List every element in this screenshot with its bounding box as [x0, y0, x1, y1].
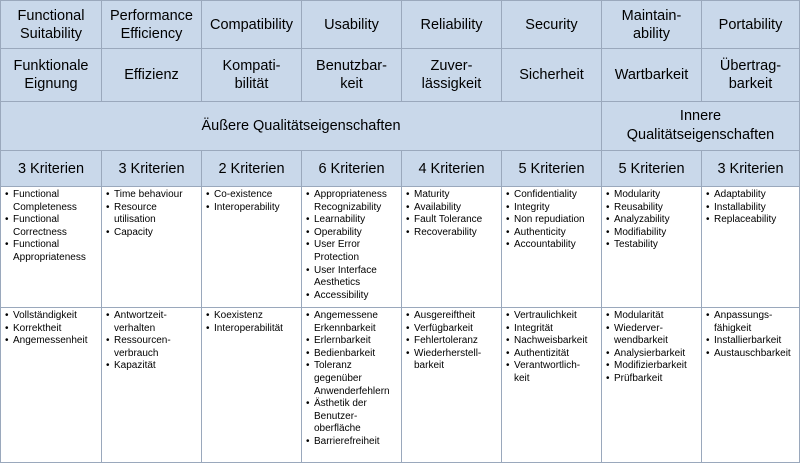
- german-wartbarkeit: Wartbarkeit: [601, 48, 702, 102]
- criterion-item: • Learnability: [306, 214, 399, 227]
- criterion-item: • Modularity: [606, 189, 699, 202]
- criterion-item: • Antwortzeit- verhalten: [106, 310, 199, 335]
- criteria-count: 3 Kriterien: [101, 150, 202, 187]
- criterion-item: • User Error Protection: [306, 239, 399, 264]
- english-criteria-list: [501, 186, 602, 308]
- german-sicherheit: Sicherheit: [501, 48, 602, 102]
- english-criteria-list: [201, 186, 302, 308]
- criterion-item: • Austauschbarkeit: [706, 348, 797, 361]
- criterion-item: • Co-existence: [206, 189, 299, 202]
- criterion-item: • Vollständigkeit: [5, 310, 99, 323]
- criterion-item: • Verfügbarkeit: [406, 323, 499, 336]
- criterion-item: • Reusability: [606, 202, 699, 215]
- criterion-item: • Koexistenz: [206, 310, 299, 323]
- english-criteria-list: [601, 186, 702, 308]
- criterion-item: • Interoperability: [206, 202, 299, 215]
- criterion-item: • Functional Appropriateness: [5, 239, 99, 264]
- criteria-count: 3 Kriterien: [701, 150, 800, 187]
- header-security: Security: [501, 0, 602, 49]
- criterion-item: • Ressourcen- verbrauch: [106, 335, 199, 360]
- criterion-item: • Modifiability: [606, 227, 699, 240]
- criterion-item: • User Interface Aesthetics: [306, 265, 399, 290]
- criterion-item: • Erlernbarkeit: [306, 335, 399, 348]
- criterion-item: • Availability: [406, 202, 499, 215]
- criterion-item: • Ausgereiftheit: [406, 310, 499, 323]
- criterion-item: • Recoverability: [406, 227, 499, 240]
- english-criteria-list: [0, 186, 102, 308]
- header-performance-efficiency: Performance Efficiency: [101, 0, 202, 49]
- german-criteria-list: [501, 307, 602, 463]
- criterion-item: • Functional Completeness: [5, 189, 99, 214]
- criterion-item: • Bedienbarkeit: [306, 348, 399, 361]
- criterion-item: • Nachweisbarkeit: [506, 335, 599, 348]
- criterion-item: • Fehlertoleranz: [406, 335, 499, 348]
- german-effizienz: Effizienz: [101, 48, 202, 102]
- english-criteria-list: [101, 186, 202, 308]
- german-criteria-list: [0, 307, 102, 463]
- criterion-item: • Prüfbarkeit: [606, 373, 699, 386]
- criterion-item: • Installability: [706, 202, 797, 215]
- criterion-item: • Integrity: [506, 202, 599, 215]
- german-criteria-list: [101, 307, 202, 463]
- criteria-count: 4 Kriterien: [401, 150, 502, 187]
- criterion-item: • Kapazität: [106, 360, 199, 373]
- criterion-item: • Non repudiation: [506, 214, 599, 227]
- criterion-item: • Accountability: [506, 239, 599, 252]
- german-criteria-list: [301, 307, 402, 463]
- criterion-item: • Korrektheit: [5, 323, 99, 336]
- criterion-item: • Testability: [606, 239, 699, 252]
- criterion-item: • Vertraulichkeit: [506, 310, 599, 323]
- criteria-count: 2 Kriterien: [201, 150, 302, 187]
- criterion-item: • Interoperabilität: [206, 323, 299, 336]
- criterion-item: • Time behaviour: [106, 189, 199, 202]
- criterion-item: • Replaceability: [706, 214, 797, 227]
- criterion-item: • Installierbarkeit: [706, 335, 797, 348]
- criterion-item: • Verantwortlich- keit: [506, 360, 599, 385]
- criterion-item: • Toleranz gegenüber Anwenderfehlern: [306, 360, 399, 398]
- criterion-item: • Angemessene Erkennbarkeit: [306, 310, 399, 335]
- criterion-item: • Fault Tolerance: [406, 214, 499, 227]
- criterion-item: • Anpassungs- fähigkeit: [706, 310, 797, 335]
- header-maintainability: Maintain- ability: [601, 0, 702, 49]
- german-uebertragbarkeit: Übertrag- barkeit: [701, 48, 800, 102]
- criteria-count: 5 Kriterien: [601, 150, 702, 187]
- criteria-count: 3 Kriterien: [0, 150, 102, 187]
- criterion-item: • Modularität: [606, 310, 699, 323]
- criterion-item: • Operability: [306, 227, 399, 240]
- criterion-item: • Barrierefreiheit: [306, 436, 399, 449]
- criterion-item: • Capacity: [106, 227, 199, 240]
- criterion-item: • Wiederver- wendbarkeit: [606, 323, 699, 348]
- criterion-item: • Resource utilisation: [106, 202, 199, 227]
- german-criteria-list: [201, 307, 302, 463]
- band-external-quality: Äußere Qualitätseigenschaften: [0, 101, 602, 151]
- header-reliability: Reliability: [401, 0, 502, 49]
- german-criteria-list: [601, 307, 702, 463]
- criterion-item: • Adaptability: [706, 189, 797, 202]
- criterion-item: • Accessibility: [306, 290, 399, 303]
- german-zuverlaessigkeit: Zuver- lässigkeit: [401, 48, 502, 102]
- criterion-item: • Wiederherstell- barkeit: [406, 348, 499, 373]
- german-criteria-list: [701, 307, 800, 463]
- criterion-item: • Integrität: [506, 323, 599, 336]
- german-kompatibilitaet: Kompati- bilität: [201, 48, 302, 102]
- header-portability: Portability: [701, 0, 800, 49]
- german-criteria-list: [401, 307, 502, 463]
- header-compatibility: Compatibility: [201, 0, 302, 49]
- criterion-item: • Appropriateness Recognizability: [306, 189, 399, 214]
- german-funktionale-eignung: Funktionale Eignung: [0, 48, 102, 102]
- criterion-item: • Confidentiality: [506, 189, 599, 202]
- criterion-item: • Ästhetik der Benutzer- oberfläche: [306, 398, 399, 436]
- header-usability: Usability: [301, 0, 402, 49]
- criterion-item: • Modifizierbarkeit: [606, 360, 699, 373]
- criterion-item: • Analyzability: [606, 214, 699, 227]
- criterion-item: • Functional Correctness: [5, 214, 99, 239]
- criterion-item: • Angemessenheit: [5, 335, 99, 348]
- criterion-item: • Maturity: [406, 189, 499, 202]
- german-benutzbarkeit: Benutzbar- keit: [301, 48, 402, 102]
- criteria-count: 5 Kriterien: [501, 150, 602, 187]
- header-functional-suitability: Functional Suitability: [0, 0, 102, 49]
- english-criteria-list: [401, 186, 502, 308]
- criteria-count: 6 Kriterien: [301, 150, 402, 187]
- criterion-item: • Authenticity: [506, 227, 599, 240]
- criterion-item: • Analysierbarkeit: [606, 348, 699, 361]
- band-internal-quality: Innere Qualitätseigenschaften: [601, 101, 800, 151]
- english-criteria-list: [701, 186, 800, 308]
- english-criteria-list: [301, 186, 402, 308]
- criterion-item: • Authentizität: [506, 348, 599, 361]
